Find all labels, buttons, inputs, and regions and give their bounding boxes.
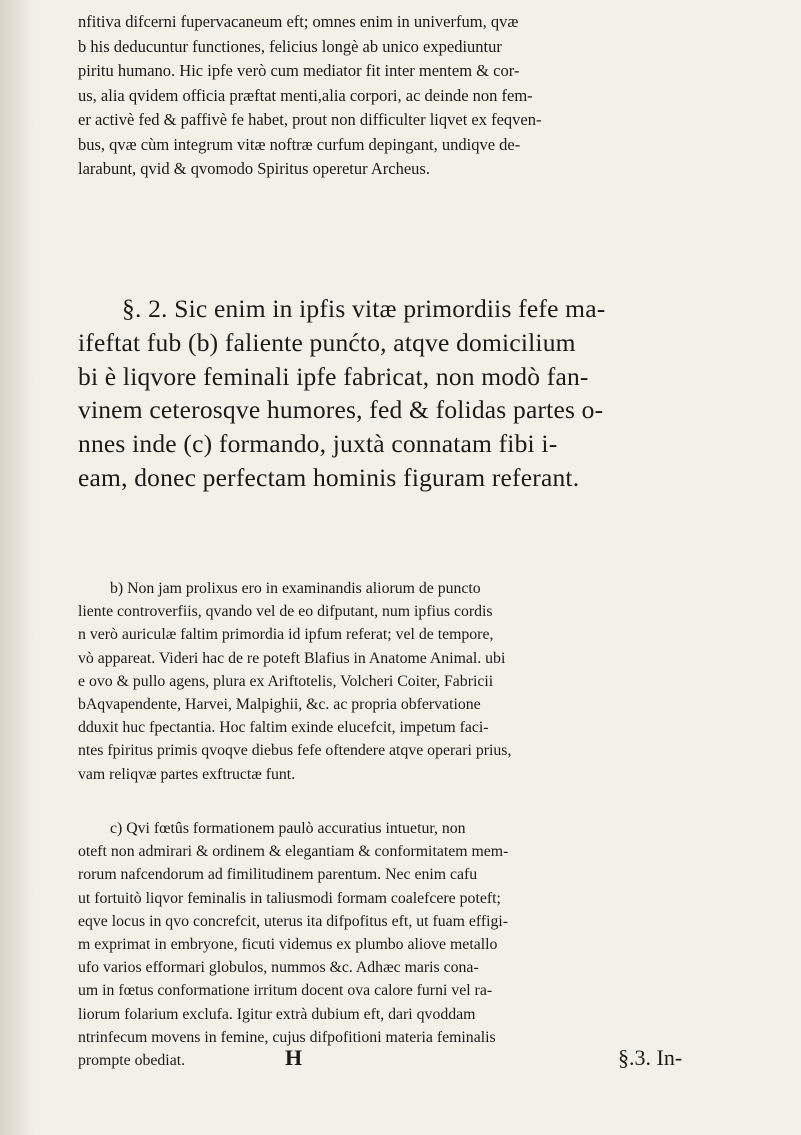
footnote-line: bAqvapendente, Harvei, Malpighii, &c. ac propria obfervatione [78,695,481,713]
section-line: §. 2. Sic enim in ipfis vitæ primordiis fefe ma- [122,294,606,323]
section-line: bi è liqvore feminali ipfe fabricat, non modò fan- [78,361,589,391]
footnote-line: ntrinfecum movens in femine, cujus difpofitioni materia feminalis [78,1028,496,1046]
section-line: eam, donec perfectam hominis figuram referant. [78,462,580,492]
footnote-c [78,817,778,1072]
text-line: larabunt, qvid & qvomodo Spiritus operetur Archeus. [78,159,430,178]
footnote-line: vò appareat. Videri hac de re poteft Blafius in Anatome Animal. ubi [78,649,506,667]
footnote-line: um in fœtus conformatione irritum docent ova calore furni vel ra- [78,982,493,1000]
footnote-line: liente controverfiis, qvando vel de eo difputant, num ipfius cordis [78,603,493,621]
catchword: §.3. In- [618,1045,683,1070]
footnote-line: prompte obediat. [78,1051,186,1069]
footnote-line: rorum nafcendorum ad fimilitudinem parentum. Nec enim cafu [78,866,478,884]
text-line: us, alia qvidem officia præftat menti,alia corpori, ac deinde non fem- [78,85,533,105]
footnote-line: vam reliqvæ partes exftructæ funt. [78,765,296,783]
footnote-line: b) Non jam prolixus ero in examinandis aliorum de puncto [110,580,481,597]
text-line: piritu humano. Hic ipfe verò cum mediator fit inter mentem & cor- [78,61,520,80]
footnote-line: n verò auriculæ faltim primordia id ipfum referat; vel de tempore, [78,626,494,644]
footnote-line: m exprimat in embryone, ficuti videmus ex plumbo aliove metallo [78,935,498,953]
page-footer [200,1043,700,1073]
section-line: vinem ceterosqve humores, fed & folidas partes o- [78,395,604,425]
section-2-paragraph [78,292,778,495]
footnote-line: ut fortuitò liqvor feminalis in taliusmodi formam coalefcere poteft; [78,889,501,907]
footnote-line: eqve locus in qvo concrefcit, uterus ita difpofitus eft, ut fuam effigi- [78,912,509,930]
text-line: nfitiva difcerni fupervacaneum eft; omnes enim in univerfum, qvæ [78,12,519,31]
footnote-line: liorum folarium exclufa. Igitur extrà dubium eft, dari qvoddam [78,1005,476,1023]
footnote-line: ufo varios efformari globulos, nummos &c. Adhæc maris cona- [78,959,479,977]
signature-mark: H [285,1045,303,1070]
text-line: er activè fed & paffivè fe habet, prout non difficulter liqvet ex feqven- [78,110,542,129]
text-line: bus, qvæ cùm integrum vitæ noftræ curfum depingant, undiqve de- [78,134,521,154]
page-gutter-shadow [0,0,34,1135]
section-line: nnes inde (c) formando, juxtà connatam fibi i- [78,429,558,459]
footnote-b [78,577,778,786]
footnote-line: oteft non admirari & ordinem & elegantiam & conformitatem mem- [78,843,509,861]
footnote-line: c) Qvi fœtûs formationem paulò accuratius intuetur, non [110,820,466,837]
text-line: b his deducuntur functiones, felicius longè ab unico expediuntur [78,36,502,56]
section-line: ifeftat fub (b) faliente punćto, atqve domicilium [78,327,576,357]
opening-paragraph [78,10,778,182]
footnote-line: e ovo & pullo agens, plura ex Ariftotelis, Volcheri Coiter, Fabricii [78,672,494,690]
footnote-line: ntes fpiritus primis qvoqve diebus fefe oftendere atqve operari prius, [78,742,512,760]
footnote-line: dduxit huc fpectantia. Hoc faltim exinde elucefcit, impetum faci- [78,719,489,737]
